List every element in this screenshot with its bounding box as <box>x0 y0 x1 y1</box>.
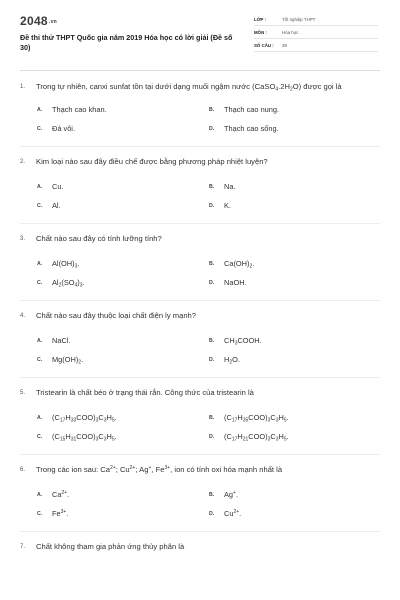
option-text: $(C_{17}H_{35}COO)_3C_3H_5$. <box>224 413 289 424</box>
answer-option[interactable] <box>37 504 209 523</box>
question-text-row <box>20 464 380 476</box>
question-text-row <box>20 156 380 168</box>
option-key: D. <box>209 433 215 440</box>
option-text: $Cu^{2+}$. <box>224 509 242 518</box>
question-number: 3. <box>20 236 26 242</box>
question-item <box>20 532 380 553</box>
answer-option[interactable] <box>209 100 379 119</box>
meta-class-label: LỚP : <box>254 17 266 22</box>
question-item <box>20 455 380 532</box>
question-number: 1. <box>20 84 26 90</box>
option-key: D. <box>209 356 215 363</box>
question-list <box>0 71 400 553</box>
meta-subject-label: MÔN : <box>254 30 267 35</box>
option-key: C. <box>37 279 43 286</box>
option-key: B. <box>209 106 215 113</box>
option-text: $(C_{17}H_{21}COO)_3C_3H_5$. <box>224 432 289 443</box>
question-text: Trong các ion sau: $Ca^{2+}$; $Cu^{2+}$; Ag+, $Fe^{3+}$, ion có tính oxi hóa mạnh nhất là <box>36 465 283 474</box>
question-text: Trong tự nhiên, canxi sunfat tồn tại dưới dạng muối ngậm nước $(CaSO_4.2H_2O)$ được gọi là <box>36 82 342 93</box>
meta-subject-row <box>254 27 378 39</box>
question-text-row <box>20 310 380 322</box>
meta-count-value: 39 <box>282 43 287 48</box>
logo-suffix: .vn <box>48 19 58 25</box>
option-key: A. <box>37 260 43 267</box>
question-text: Chất nào sau đây có tính lưỡng tính? <box>36 234 162 243</box>
meta-class-value: Tốt nghiệp THPT <box>282 17 316 22</box>
option-key: D. <box>209 510 215 517</box>
answer-options <box>37 177 380 215</box>
exam-meta <box>254 14 378 53</box>
option-text: Đá vôi. <box>52 124 76 133</box>
question-text: Kim loại nào sau đây điều chế được bằng phương pháp nhiệt luyện? <box>36 157 268 166</box>
question-text: Chất không tham gia phản ứng thủy phân là <box>36 542 185 551</box>
option-key: B. <box>209 183 215 190</box>
exam-title: Đề thi thử THPT Quốc gia năm 2019 Hóa học có lời giải (Đề số 30) <box>20 33 233 52</box>
option-key: C. <box>37 510 43 517</box>
question-number: 7. <box>20 544 26 550</box>
option-text: $H_2O$. <box>224 355 240 366</box>
option-text: Cu. <box>52 182 64 191</box>
option-key: C. <box>37 125 43 132</box>
option-key: B. <box>209 337 215 344</box>
option-key: A. <box>37 183 43 190</box>
question-number: 2. <box>20 159 26 165</box>
answer-option[interactable] <box>209 427 379 446</box>
answer-option[interactable] <box>37 254 209 273</box>
answer-option[interactable] <box>209 177 379 196</box>
answer-option[interactable] <box>37 196 209 215</box>
answer-option[interactable] <box>209 408 379 427</box>
answer-options <box>37 100 380 138</box>
answer-option[interactable] <box>37 100 209 119</box>
answer-option[interactable] <box>209 196 379 215</box>
answer-option[interactable] <box>37 350 209 369</box>
option-text: Thạch cao nung. <box>224 105 280 114</box>
question-item <box>20 71 380 147</box>
option-key: D. <box>209 279 215 286</box>
answer-option[interactable] <box>209 119 379 138</box>
option-text: $(C_{17}H_{33}COO)_3C_3H_5$. <box>52 413 117 424</box>
answer-option[interactable] <box>37 427 209 446</box>
answer-option[interactable] <box>37 177 209 196</box>
question-text-row <box>20 81 380 93</box>
option-key: B. <box>209 260 215 267</box>
answer-option[interactable] <box>37 408 209 427</box>
option-text: $Al(OH)_3$. <box>52 259 80 270</box>
question-item <box>20 378 380 455</box>
option-text: NaOH. <box>224 278 247 287</box>
option-key: A. <box>37 491 43 498</box>
question-text-row <box>20 387 380 399</box>
option-text: Ag+. <box>224 490 239 499</box>
option-key: A. <box>37 414 43 421</box>
option-key: D. <box>209 202 215 209</box>
question-item <box>20 147 380 224</box>
answer-options <box>37 254 380 292</box>
question-text-row <box>20 233 380 245</box>
option-text: Na. <box>224 182 236 191</box>
option-text: $Fe^{3+}$. <box>52 509 69 518</box>
answer-option[interactable] <box>209 331 379 350</box>
answer-options <box>37 485 380 523</box>
answer-option[interactable] <box>37 119 209 138</box>
option-text: $CH_3COOH$. <box>224 336 262 347</box>
answer-option[interactable] <box>37 331 209 350</box>
answer-option[interactable] <box>209 504 379 523</box>
question-text-row <box>20 541 380 553</box>
option-text: K. <box>224 201 231 210</box>
option-key: B. <box>209 414 215 421</box>
option-key: D. <box>209 125 215 132</box>
question-item <box>20 301 380 378</box>
option-text: $Al_2(SO_4)_3$. <box>52 278 85 289</box>
option-text: Thạch cao sống. <box>224 124 279 133</box>
option-key: C. <box>37 433 43 440</box>
option-text: Al. <box>52 201 61 210</box>
answer-option[interactable] <box>209 273 379 292</box>
question-number: 4. <box>20 313 26 319</box>
meta-count-label: SỐ CÂU : <box>254 43 274 48</box>
meta-count-row <box>254 40 378 52</box>
answer-option[interactable] <box>209 485 379 504</box>
answer-option[interactable] <box>37 485 209 504</box>
option-text: $Ca(OH)_2$. <box>224 259 255 270</box>
question-item <box>20 224 380 301</box>
question-text: Chất nào sau đây thuộc loại chất điện ly mạnh? <box>36 311 196 320</box>
question-number: 6. <box>20 467 26 473</box>
meta-class-row <box>254 14 378 26</box>
page-header <box>0 0 400 70</box>
question-number: 5. <box>20 390 26 396</box>
answer-option[interactable] <box>209 350 379 369</box>
option-key: C. <box>37 356 43 363</box>
meta-subject-value: Hóa học <box>282 30 299 35</box>
answer-option[interactable] <box>209 254 379 273</box>
option-text: $Mg(OH)_2$. <box>52 355 84 366</box>
question-text: Tristearin là chất béo ở trạng thái rắn. Công thức của tristearin là <box>36 388 254 397</box>
logo-main: 2048 <box>20 14 48 28</box>
option-key: A. <box>37 106 43 113</box>
option-text: NaCl. <box>52 336 71 345</box>
option-key: C. <box>37 202 43 209</box>
option-text: $Ca^{2+}$. <box>52 490 70 499</box>
option-text: Thạch cao khan. <box>52 105 107 114</box>
option-key: B. <box>209 491 215 498</box>
answer-options <box>37 408 380 446</box>
answer-options <box>37 331 380 369</box>
option-key: A. <box>37 337 43 344</box>
option-text: $(C_{15}H_{31}COO)_3C_3H_5$. <box>52 432 117 443</box>
answer-option[interactable] <box>37 273 209 292</box>
